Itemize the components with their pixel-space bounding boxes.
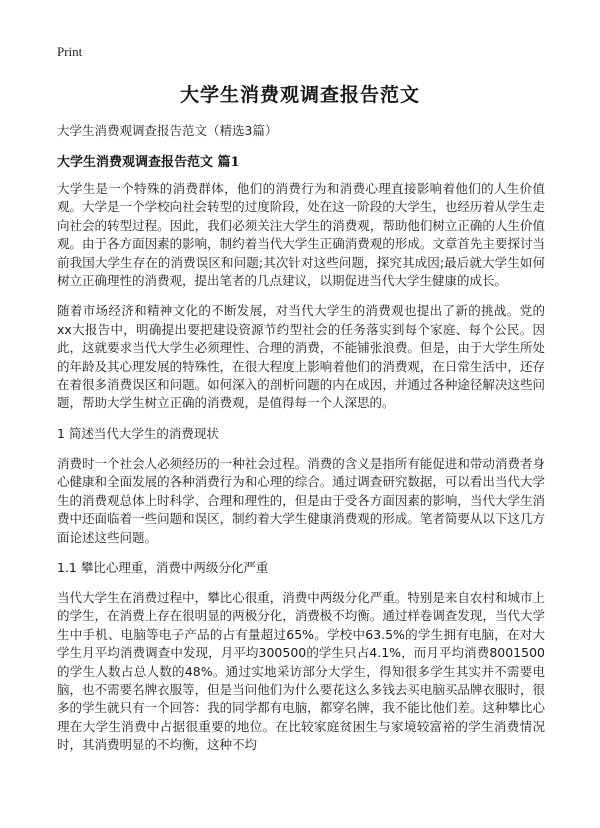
document-title: 大学生消费观调查报告范文 [179,84,420,106]
body-paragraph: 当代大学生在消费过程中，攀比心很重，消费中两级分化严重。特别是来自农村和城市上的学生，在消费上存在很明显的两极分化，消费极不均衡。通过样卷调查发现，当代大学生中手机、电脑等电子产品的占有量超过65%。学校中63.5%的学生拥有电脑，在对大学生月平均消费调查中发现，月平均300500的学生只占4.1%，而月平均消费8001500的学生人数占总人数的48%。通过实地采访部分大学生，得知很多学生其实并不需要电脑，也不需要名牌衣服等，但是当问他们为什么要花这么多钱去买电脑买品牌衣服时，很多的学生就只有一个回答：我的同学都有电脑，都穿名牌，我不能比他们差。这种攀比心理在大学生消费中占据很重要的地位。在比较家庭贫困生与家境较富裕的学生消费情况时，其消费明显的不均衡，这种不均 [57,589,545,753]
print-label: Print [57,44,83,59]
section-heading: 1 简述当代大学生的消费现状 [57,425,219,441]
body-paragraph: 消费时一个社会人必须经历的一种社会过程。消费的含义是指所有能促进和带动消费者身心健康和全面发展的各种消费行为和心理的综合。通过调查研究数据，可以看出当代大学生的消费观总体上时科学、合理和理性的，但是由于受各方面因素的影响，当代大学生消费中还面临着一些问题和误区，制约着大学生健康消费观的形成。笔者简要从以下这几方面论述这些问题。 [57,455,545,545]
section-title: 大学生消费观调查报告范文 篇1 [57,155,240,170]
body-paragraph: 大学生是一个特殊的消费群体，他们的消费行为和消费心理直接影响着他们的人生价值观。大学是一个学校向社会转型的过度阶段，处在这一阶段的大学生，也经历着从学生走向社会的转型过程。因此，我们必须关注大学生的消费观，帮助他们树立正确的人生价值观。由于各方面因素的影响，制约着当代大学生正确消费观的形成。文章首先主要探讨当前我国大学生存在的消费误区和问题;其次针对这些问题，探究其成因;最后就大学生如何树立正确理性的消费观，提出笔者的几点建议，以期促进当代大学生健康的成长。 [57,181,545,289]
document-body [57,180,545,767]
subsection-heading: 1.1 攀比心理重，消费中两级分化严重 [57,559,269,575]
document-subtitle: 大学生消费观调查报告范文（精选3篇） [57,123,278,138]
body-paragraph: 随着市场经济和精神文化的不断发展，对当代大学生的消费观也提出了新的挑战。党的xx大报告中，明确提出要把建设资源节约型社会的任务落实到每个家庭、每个公民。因此，这就要求当代大学生必须理性、合理的消费，不能铺张浪费。但是，由于大学生所处的年龄及其心理发展的特殊性，在很大程度上影响着他们的消费观，在日常生活中，还存在着很多消费误区和问题。如何深入的剖析问题的内在成因，并通过各种途径解决这些问题，帮助大学生树立正确的消费观，是值得每一个人深思的。 [57,303,545,411]
